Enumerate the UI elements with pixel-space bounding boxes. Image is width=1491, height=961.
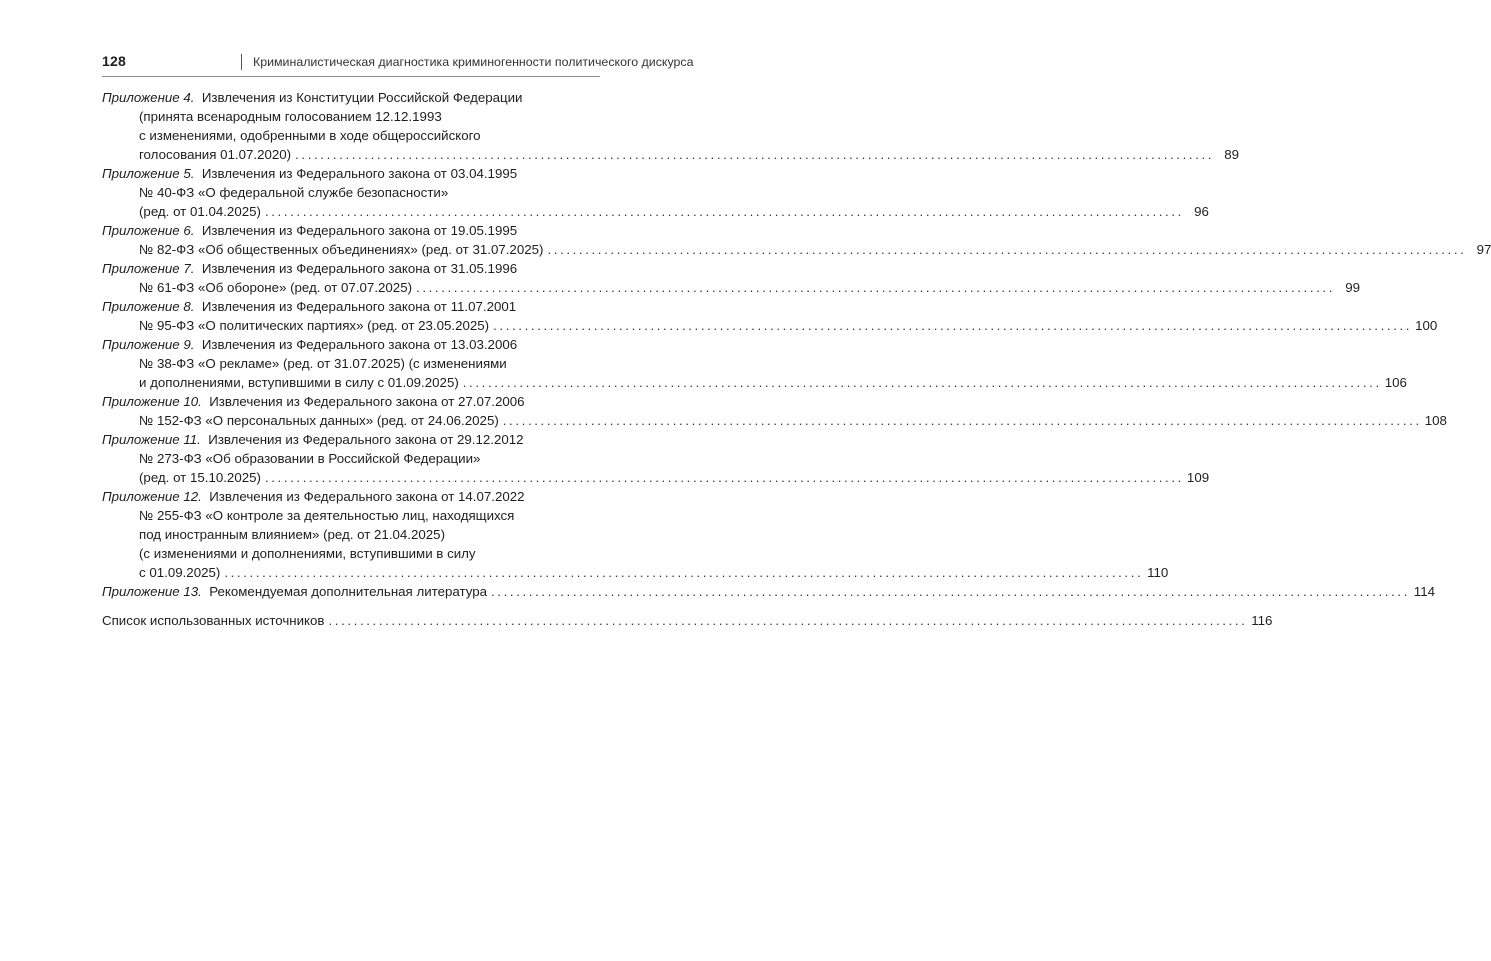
leader-dots: .................................................................................................................................................. [493, 318, 1413, 333]
toc-entry-line [102, 183, 600, 202]
toc-entry[interactable] [102, 221, 1491, 259]
entry-text: № 255-ФЗ «О контроле за деятельностью лиц, находящихся [139, 508, 515, 523]
entry-text: (ред. от 01.04.2025) [139, 204, 261, 219]
toc-entry-last-line [102, 202, 1209, 221]
entry-page-number: 99 [1345, 280, 1360, 295]
toc-entry-last-line [102, 468, 1210, 487]
running-header [102, 52, 694, 77]
entry-title: Извлечения из Федерального закона от 14.07.2022 [209, 489, 525, 504]
entry-text: с изменениями, одобренными в ходе общероссийского [139, 128, 481, 143]
toc-entry[interactable] [102, 487, 1169, 582]
entry-text: № 273-ФЗ «Об образовании в Российской Федерации» [139, 451, 481, 466]
entry-text [102, 582, 487, 601]
entry-text: голосования 01.07.2020) [139, 147, 292, 162]
toc-entry-sources[interactable] [102, 611, 1273, 630]
entry-text: (ред. от 15.10.2025) [139, 470, 261, 485]
entry-text: № 95-ФЗ «О политических партиях» (ред. от 23.05.2025) [139, 318, 490, 333]
toc-entry-line [102, 544, 600, 563]
toc-entry-line [102, 107, 600, 126]
entry-text: и дополнениями, вступившими в силу с 01.09.2025) [139, 375, 459, 390]
header-separator [241, 54, 242, 70]
entry-page-number: 108 [1424, 413, 1447, 428]
entry-page-number: 89 [1224, 147, 1240, 162]
toc-entry-last-line [102, 373, 1407, 392]
entry-page-number: 109 [1186, 470, 1210, 485]
entry-title: Извлечения из Федерального закона от 27.07.2006 [209, 394, 525, 409]
leader-dots: .................................................................................................................................................. [295, 147, 1215, 162]
appendix-label: Приложение 8. [102, 299, 195, 314]
toc-entry-last-line [102, 240, 1491, 259]
toc-entry-last-line [102, 563, 1169, 582]
entry-text: № 152-ФЗ «О персональных данных» (ред. от 24.06.2025) [139, 413, 499, 428]
toc-entry-last-line [102, 582, 1435, 601]
entry-text: № 61-ФЗ «Об обороне» (ред. от 07.07.2025) [139, 280, 413, 295]
entry-title: Извлечения из Федерального закона от 31.05.1996 [201, 261, 518, 276]
entry-title: Извлечения из Федерального закона от 13.03.2006 [201, 337, 518, 352]
appendix-label: Приложение 12. [102, 489, 202, 504]
toc-entry[interactable] [102, 430, 1210, 487]
appendix-label: Приложение 6. [102, 223, 195, 238]
appendix-label: Приложение 9. [102, 337, 195, 352]
toc-entry-last-line [102, 316, 1438, 335]
toc-entry[interactable] [102, 582, 1435, 601]
entry-title: Извлечения из Федерального закона от 29.12.2012 [208, 432, 524, 447]
leader-dots: .................................................................................................................................................. [264, 204, 1184, 219]
toc-entry-line [102, 506, 600, 525]
table-of-contents [102, 88, 1491, 630]
entry-text: с 01.09.2025) [139, 565, 221, 580]
entry-page-number: 114 [1413, 584, 1435, 599]
entry-text: Список использованных источников [102, 613, 325, 628]
entry-page-number: 97 [1476, 242, 1491, 257]
toc-entry-first-line [102, 259, 600, 278]
entry-title: Извлечения из Федерального закона от 11.07.2001 [201, 299, 517, 314]
appendix-label: Приложение 7. [102, 261, 195, 276]
leader-dots: .................................................................................................................................................. [502, 413, 1422, 428]
appendix-label: Приложение 10. [102, 394, 202, 409]
toc-entry-first-line [102, 297, 600, 316]
entry-title: Извлечения из Федерального закона от 03.04.1995 [201, 166, 518, 181]
toc-entry-first-line [102, 88, 600, 107]
entry-page-number: 96 [1194, 204, 1209, 219]
appendix-label: Приложение 5. [102, 166, 195, 181]
entry-title: Извлечения из Конституции Российской Федерации [201, 90, 523, 105]
entry-page-number: 110 [1147, 565, 1169, 580]
toc-entry-line [102, 449, 600, 468]
entry-text: (принята всенародным голосованием 12.12.1993 [139, 109, 442, 124]
toc-entry[interactable] [102, 335, 1407, 392]
toc-entry-last-line [102, 411, 1447, 430]
toc-entry-first-line [102, 392, 600, 411]
leader-dots: .................................................................................................................................................. [462, 375, 1382, 390]
entry-text: № 40-ФЗ «О федеральной службе безопасности» [139, 185, 449, 200]
leader-dots: .................................................................................................................................................. [547, 242, 1467, 257]
toc-entry-last-line [102, 278, 1360, 297]
entry-title: Извлечения из Федерального закона от 19.05.1995 [201, 223, 518, 238]
leader-dots: .................................................................................................................................................. [224, 565, 1144, 580]
entry-text: № 82-ФЗ «Об общественных объединениях» (ред. от 31.07.2025) [139, 242, 544, 257]
entry-text: под иностранным влиянием» (ред. от 21.04.2025) [139, 527, 446, 542]
toc-entry-last-line [102, 611, 1273, 630]
toc-entry-line [102, 126, 600, 145]
appendix-label: Приложение 13. [102, 584, 202, 599]
entry-page-number: 106 [1384, 375, 1407, 390]
toc-entry-line [102, 525, 600, 544]
toc-entry[interactable] [102, 259, 1360, 297]
entry-text: № 38-ФЗ «О рекламе» (ред. от 31.07.2025) (с изменениями [139, 356, 507, 371]
toc-entry-first-line [102, 221, 600, 240]
toc-entry-first-line [102, 335, 600, 354]
entry-page-number: 100 [1415, 318, 1438, 333]
toc-entry-first-line [102, 164, 600, 183]
toc-entry-line [102, 354, 600, 373]
toc-entry[interactable] [102, 164, 1209, 221]
toc-entry[interactable] [102, 297, 1438, 335]
leader-dots: .................................................................................................................................................. [491, 584, 1410, 599]
toc-entry-first-line [102, 430, 600, 449]
appendix-label: Приложение 11. [102, 432, 201, 447]
toc-entry[interactable] [102, 88, 1240, 164]
entry-text: (с изменениями и дополнениями, вступившими в силу [139, 546, 476, 561]
leader-dots: .................................................................................................................................................. [328, 613, 1248, 628]
entry-title: Рекомендуемая дополнительная литература [209, 584, 488, 599]
toc-entry-first-line [102, 487, 600, 506]
leader-dots: .................................................................................................................................................. [264, 470, 1184, 485]
appendix-label: Приложение 4. [102, 90, 195, 105]
leader-dots: .................................................................................................................................................. [416, 280, 1335, 295]
page-number: 128 [102, 53, 126, 69]
toc-entry[interactable] [102, 392, 1447, 430]
running-title: Криминалистическая диагностика криминогенности политического дискурса [253, 55, 694, 69]
entry-page-number: 116 [1251, 613, 1273, 628]
toc-entry-last-line [102, 145, 1240, 164]
